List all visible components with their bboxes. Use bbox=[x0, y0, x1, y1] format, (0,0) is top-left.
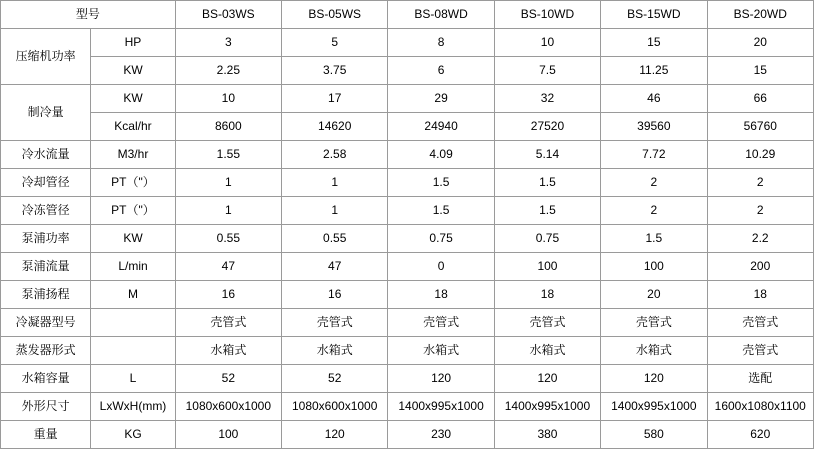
table-body bbox=[1, 29, 814, 449]
cell-value: 水箱式 bbox=[601, 337, 707, 365]
cell-value: 水箱式 bbox=[494, 337, 600, 365]
cell-value: 1.5 bbox=[388, 169, 494, 197]
cell-value: 32 bbox=[494, 85, 600, 113]
row-unit bbox=[91, 309, 175, 337]
cell-value: 壳管式 bbox=[707, 337, 813, 365]
row-unit bbox=[91, 337, 175, 365]
row-unit: M bbox=[91, 281, 175, 309]
cell-value: 580 bbox=[601, 421, 707, 449]
cell-value: 1400x995x1000 bbox=[388, 393, 494, 421]
row-unit: PT（"） bbox=[91, 197, 175, 225]
cell-value: 7.5 bbox=[494, 57, 600, 85]
cell-value: 8600 bbox=[175, 113, 281, 141]
cell-value: 水箱式 bbox=[282, 337, 388, 365]
row-unit: Kcal/hr bbox=[91, 113, 175, 141]
cell-value: 100 bbox=[175, 421, 281, 449]
table-header bbox=[1, 1, 814, 29]
cell-value: 0.55 bbox=[282, 225, 388, 253]
row-label: 泵浦扬程 bbox=[1, 281, 91, 309]
table-row bbox=[1, 309, 814, 337]
row-unit: M3/hr bbox=[91, 141, 175, 169]
row-label: 冷水流量 bbox=[1, 141, 91, 169]
cell-value: 3.75 bbox=[282, 57, 388, 85]
cell-value: 2 bbox=[707, 197, 813, 225]
row-label: 泵浦流量 bbox=[1, 253, 91, 281]
row-label: 蒸发器形式 bbox=[1, 337, 91, 365]
header-row bbox=[1, 1, 814, 29]
cell-value: 水箱式 bbox=[175, 337, 281, 365]
cell-value: 46 bbox=[601, 85, 707, 113]
row-label: 冷冻管径 bbox=[1, 197, 91, 225]
table-row bbox=[1, 85, 814, 113]
cell-value: 15 bbox=[707, 57, 813, 85]
cell-value: 66 bbox=[707, 85, 813, 113]
cell-value: 0.75 bbox=[388, 225, 494, 253]
table-row bbox=[1, 141, 814, 169]
row-unit: PT（"） bbox=[91, 169, 175, 197]
cell-value: 16 bbox=[175, 281, 281, 309]
header-model-5: BS-15WD bbox=[601, 1, 707, 29]
cell-value: 1 bbox=[282, 197, 388, 225]
cell-value: 56760 bbox=[707, 113, 813, 141]
cell-value: 380 bbox=[494, 421, 600, 449]
cell-value: 11.25 bbox=[601, 57, 707, 85]
cell-value: 1600x1080x1100 bbox=[707, 393, 813, 421]
row-unit: KW bbox=[91, 57, 175, 85]
cell-value: 18 bbox=[494, 281, 600, 309]
cell-value: 5 bbox=[282, 29, 388, 57]
cell-value: 120 bbox=[494, 365, 600, 393]
cell-value: 16 bbox=[282, 281, 388, 309]
header-model-1: BS-03WS bbox=[175, 1, 281, 29]
cell-value: 120 bbox=[601, 365, 707, 393]
cell-value: 5.14 bbox=[494, 141, 600, 169]
cell-value: 120 bbox=[388, 365, 494, 393]
header-model-6: BS-20WD bbox=[707, 1, 813, 29]
row-label: 泵浦功率 bbox=[1, 225, 91, 253]
cell-value: 100 bbox=[494, 253, 600, 281]
cell-value: 0.55 bbox=[175, 225, 281, 253]
table-row bbox=[1, 421, 814, 449]
cell-value: 2 bbox=[601, 169, 707, 197]
row-label: 压缩机功率 bbox=[1, 29, 91, 85]
table-row bbox=[1, 169, 814, 197]
row-label: 水箱容量 bbox=[1, 365, 91, 393]
table-row bbox=[1, 393, 814, 421]
cell-value: 52 bbox=[175, 365, 281, 393]
cell-value: 0 bbox=[388, 253, 494, 281]
cell-value: 2 bbox=[601, 197, 707, 225]
table-row bbox=[1, 57, 814, 85]
cell-value: 10 bbox=[175, 85, 281, 113]
cell-value: 39560 bbox=[601, 113, 707, 141]
row-label: 制冷量 bbox=[1, 85, 91, 141]
table-row bbox=[1, 29, 814, 57]
cell-value: 壳管式 bbox=[282, 309, 388, 337]
cell-value: 壳管式 bbox=[175, 309, 281, 337]
row-unit: L/min bbox=[91, 253, 175, 281]
table-row bbox=[1, 337, 814, 365]
cell-value: 24940 bbox=[388, 113, 494, 141]
cell-value: 100 bbox=[601, 253, 707, 281]
cell-value: 20 bbox=[601, 281, 707, 309]
cell-value: 3 bbox=[175, 29, 281, 57]
cell-value: 52 bbox=[282, 365, 388, 393]
cell-value: 47 bbox=[175, 253, 281, 281]
cell-value: 17 bbox=[282, 85, 388, 113]
cell-value: 18 bbox=[388, 281, 494, 309]
cell-value: 47 bbox=[282, 253, 388, 281]
cell-value: 230 bbox=[388, 421, 494, 449]
cell-value: 14620 bbox=[282, 113, 388, 141]
cell-value: 壳管式 bbox=[707, 309, 813, 337]
table-row bbox=[1, 281, 814, 309]
table-row bbox=[1, 253, 814, 281]
row-unit: KW bbox=[91, 85, 175, 113]
row-unit: LxWxH(mm) bbox=[91, 393, 175, 421]
cell-value: 4.09 bbox=[388, 141, 494, 169]
cell-value: 620 bbox=[707, 421, 813, 449]
row-label: 冷却管径 bbox=[1, 169, 91, 197]
row-unit: L bbox=[91, 365, 175, 393]
cell-value: 1400x995x1000 bbox=[494, 393, 600, 421]
cell-value: 1 bbox=[175, 197, 281, 225]
cell-value: 2.2 bbox=[707, 225, 813, 253]
table-row bbox=[1, 225, 814, 253]
cell-value: 1 bbox=[282, 169, 388, 197]
row-label: 重量 bbox=[1, 421, 91, 449]
cell-value: 15 bbox=[601, 29, 707, 57]
cell-value: 壳管式 bbox=[601, 309, 707, 337]
header-model-label: 型号 bbox=[1, 1, 176, 29]
cell-value: 2.58 bbox=[282, 141, 388, 169]
cell-value: 7.72 bbox=[601, 141, 707, 169]
cell-value: 1.5 bbox=[494, 169, 600, 197]
cell-value: 29 bbox=[388, 85, 494, 113]
cell-value: 1.5 bbox=[494, 197, 600, 225]
cell-value: 1080x600x1000 bbox=[175, 393, 281, 421]
cell-value: 1.5 bbox=[601, 225, 707, 253]
cell-value: 10 bbox=[494, 29, 600, 57]
cell-value: 壳管式 bbox=[388, 309, 494, 337]
cell-value: 20 bbox=[707, 29, 813, 57]
cell-value: 8 bbox=[388, 29, 494, 57]
cell-value: 1400x995x1000 bbox=[601, 393, 707, 421]
cell-value: 2.25 bbox=[175, 57, 281, 85]
cell-value: 1.5 bbox=[388, 197, 494, 225]
cell-value: 2 bbox=[707, 169, 813, 197]
row-unit: KW bbox=[91, 225, 175, 253]
cell-value: 壳管式 bbox=[494, 309, 600, 337]
cell-value: 10.29 bbox=[707, 141, 813, 169]
cell-value: 200 bbox=[707, 253, 813, 281]
cell-value: 18 bbox=[707, 281, 813, 309]
cell-value: 1.55 bbox=[175, 141, 281, 169]
cell-value: 1080x600x1000 bbox=[282, 393, 388, 421]
cell-value: 6 bbox=[388, 57, 494, 85]
table-row bbox=[1, 197, 814, 225]
cell-value: 27520 bbox=[494, 113, 600, 141]
table-row bbox=[1, 113, 814, 141]
header-model-4: BS-10WD bbox=[494, 1, 600, 29]
row-label: 冷凝器型号 bbox=[1, 309, 91, 337]
cell-value: 选配 bbox=[707, 365, 813, 393]
cell-value: 0.75 bbox=[494, 225, 600, 253]
row-unit: KG bbox=[91, 421, 175, 449]
cell-value: 120 bbox=[282, 421, 388, 449]
table-row bbox=[1, 365, 814, 393]
row-unit: HP bbox=[91, 29, 175, 57]
row-label: 外形尺寸 bbox=[1, 393, 91, 421]
header-model-3: BS-08WD bbox=[388, 1, 494, 29]
header-model-2: BS-05WS bbox=[282, 1, 388, 29]
cell-value: 水箱式 bbox=[388, 337, 494, 365]
cell-value: 1 bbox=[175, 169, 281, 197]
